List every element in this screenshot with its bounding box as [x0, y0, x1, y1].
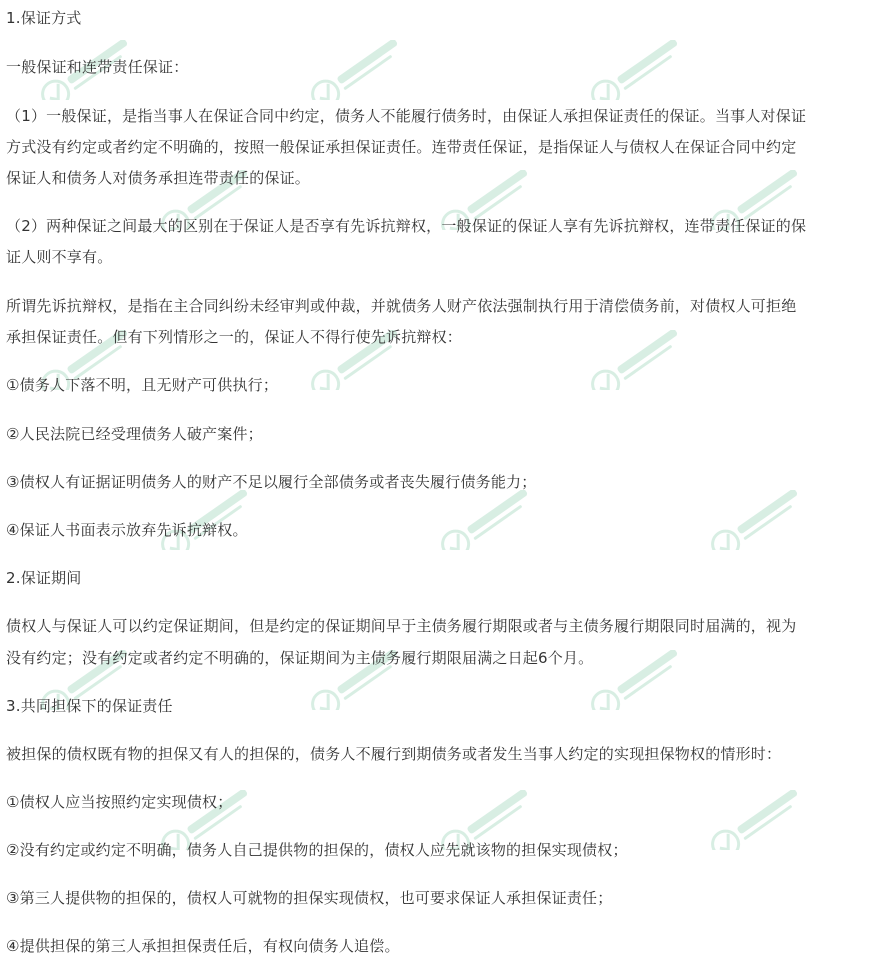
paragraph-line: 方式没有约定或者约定不明确的，按照一般保证承担保证责任。连带责任保证，是指保证人与债权人在保证合同中约定 [6, 138, 797, 156]
paragraph-line: （1）一般保证，是指当事人在保证合同中约定，债务人不能履行债务时，由保证人承担保证责任的保证。当事人对保证 [6, 107, 807, 125]
paragraph-line: 被担保的债权既有物的担保又有人的担保的，债务人不履行到期债务或者发生当事人约定的实现担保物权的情形时： [6, 745, 782, 763]
list-item: ④保证人书面表示放弃先诉抗辩权。 [6, 521, 248, 539]
paragraph-line: 一般保证和连带责任保证： [6, 58, 189, 76]
paragraph-line: （2）两种保证之间最大的区别在于保证人是否享有先诉抗辩权，一般保证的保证人享有先诉抗辩权，连带责任保证的保 [6, 217, 807, 235]
paragraph-line: 债权人与保证人可以约定保证期间，但是约定的保证期间早于主债务履行期限或者与主债务履行期限同时届满的，视为 [6, 617, 797, 635]
list-item: ①债权人应当按照约定实现债权； [6, 793, 233, 811]
paragraph-line: 保证人和债务人对债务承担连带责任的保证。 [6, 169, 311, 187]
section-heading-guarantee-period: 2.保证期间 [6, 569, 82, 587]
list-item: ③第三人提供物的担保的，债权人可就物的担保实现债权，也可要求保证人承担保证责任； [6, 889, 613, 907]
paragraph-line: 证人则不享有。 [6, 248, 113, 266]
list-item: ②没有约定或约定不明确，债务人自己提供物的担保的，债权人应先就该物的担保实现债权； [6, 841, 628, 859]
list-item: ①债务人下落不明，且无财产可供执行； [6, 376, 279, 394]
paragraph-line: 承担保证责任。但有下列情形之一的，保证人不得行使先诉抗辩权： [6, 328, 463, 346]
list-item: ③债权人有证据证明债务人的财产不足以履行全部债务或者丧失履行债务能力； [6, 473, 537, 491]
list-item: ④提供担保的第三人承担担保责任后，有权向债务人追偿。 [6, 937, 400, 955]
section-heading-guarantee-methods: 1.保证方式 [6, 9, 82, 27]
list-item: ②人民法院已经受理债务人破产案件； [6, 425, 263, 443]
section-heading-joint-guarantee: 3.共同担保下的保证责任 [6, 697, 173, 715]
paragraph-line: 没有约定；没有约定或者约定不明确的，保证期间为主债务履行期限届满之日起6个月。 [6, 649, 594, 667]
paragraph-line: 所谓先诉抗辩权，是指在主合同纠纷未经审判或仲裁，并就债务人财产依法强制执行用于清偿债务前，对债权人可拒绝 [6, 297, 797, 315]
